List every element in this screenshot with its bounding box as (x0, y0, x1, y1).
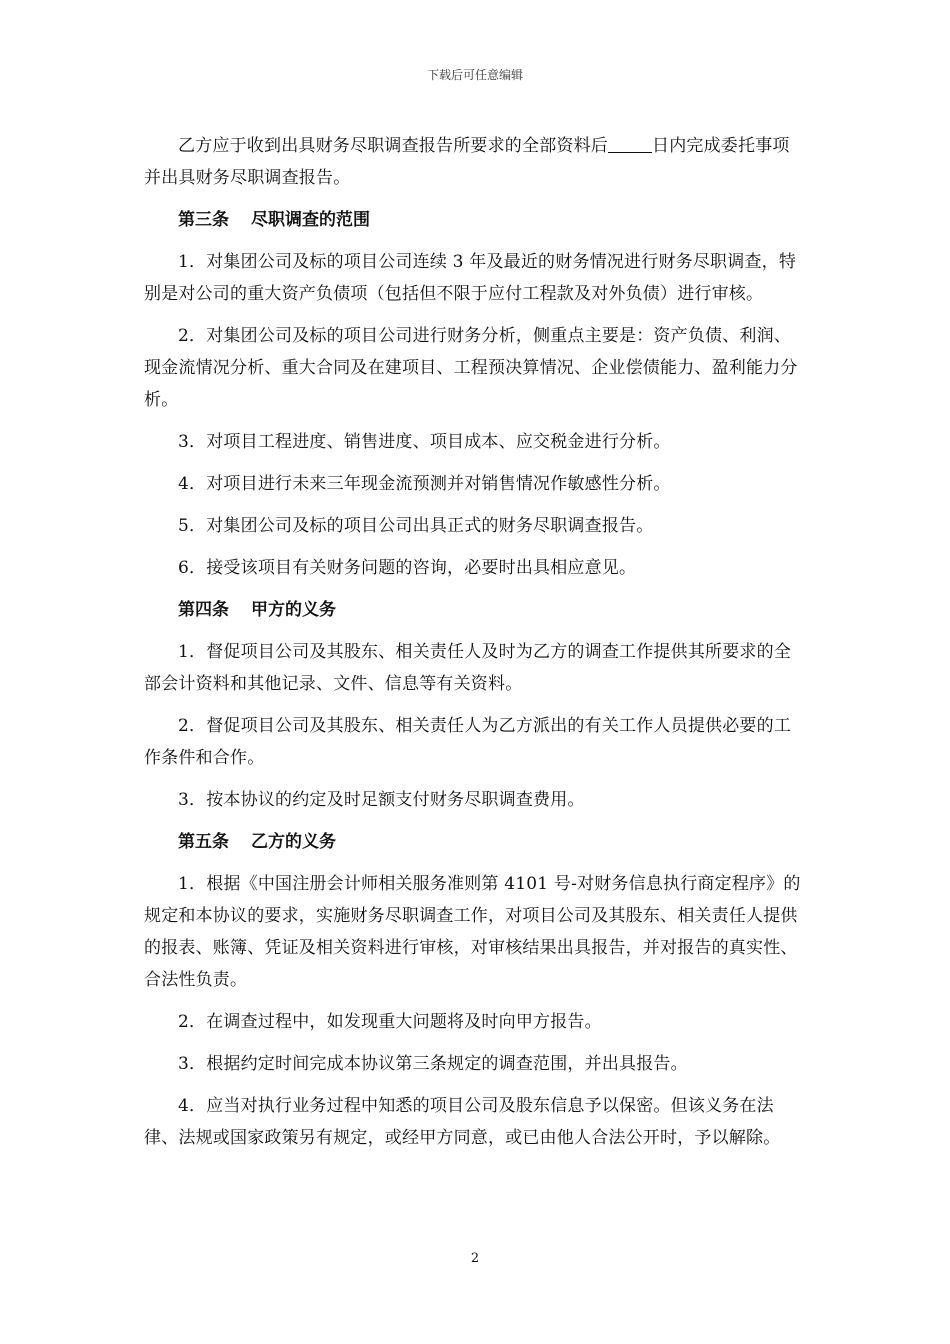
clause-paragraph: 4．对项目进行未来三年现金流预测并对销售情况作敏感性分析。 (178, 474, 671, 494)
clause-paragraph: 2．督促项目公司及其股东、相关责任人为乙方派出的有关工作人员提供必要的工作条件和合作。 (144, 716, 792, 768)
section-heading-4 (144, 594, 806, 626)
section-number: 第三条 (178, 210, 229, 230)
page-header-note: 下载后可任意编辑 (426, 68, 523, 82)
intro-text-before: 乙方应于收到出具财务尽职调查报告所要求的全部资料后 (178, 136, 608, 156)
section-title: 甲方的义务 (251, 600, 336, 620)
clause-paragraph: 1．根据《中国注册会计师相关服务准则第 4101 号-对财务信息执行商定程序》的规定和本协议的要求，实施财务尽职调查工作，对项目公司及其股东、相关责任人提供的报表、账簿、凭证及相关资料进行审核，对审核结果出具报告，并对报告的真实性、合法性负责。 (144, 874, 801, 990)
clause-paragraph: 2．对集团公司及标的项目公司进行财务分析，侧重点主要是：资产负债、利润、现金流情况分析、重大合同及在建项目、工程预决算情况、企业偿债能力、盈利能力分析。 (144, 326, 798, 410)
fill-in-blank (608, 134, 652, 153)
section-number: 第四条 (178, 600, 229, 620)
section-number: 第五条 (178, 832, 229, 852)
clause-paragraph: 1．督促项目公司及其股东、相关责任人及时为乙方的调查工作提供其所要求的全部会计资料和其他记录、文件、信息等有关资料。 (144, 642, 792, 694)
intro-text-after: 日内完成委托事项并出具财务尽职调查报告。 (144, 136, 790, 188)
clause-paragraph: 2．在调查过程中，如发现重大问题将及时向甲方报告。 (178, 1012, 602, 1032)
clause-paragraph: 4．应当对执行业务过程中知悉的项目公司及股东信息予以保密。但该义务在法律、法规或国家政策另有规定，或经甲方同意，或已由他人合法公开时，予以解除。 (144, 1096, 781, 1148)
page-number: 2 (470, 1251, 480, 1266)
clause-paragraph: 6．接受该项目有关财务问题的咨询，必要时出具相应意见。 (178, 558, 637, 578)
clause-paragraph: 3．根据约定时间完成本协议第三条规定的调查范围，并出具报告。 (178, 1054, 688, 1074)
clause-paragraph: 5．对集团公司及标的项目公司出具正式的财务尽职调查报告。 (178, 516, 654, 536)
clause-paragraph: 3．按本协议的约定及时足额支付财务尽职调查费用。 (178, 790, 585, 810)
section-title: 尽职调查的范围 (251, 210, 370, 230)
document-body (144, 130, 806, 1154)
section-heading-3 (144, 204, 806, 236)
section-title: 乙方的义务 (251, 832, 336, 852)
clause-paragraph: 3．对项目工程进度、销售进度、项目成本、应交税金进行分析。 (178, 432, 671, 452)
section-heading-5 (144, 826, 806, 858)
clause-paragraph: 1．对集团公司及标的项目公司连续 3 年及最近的财务情况进行财务尽职调查，特别是对公司的重大资产负债项（包括但不限于应付工程款及对外负债）进行审核。 (144, 252, 797, 304)
intro-paragraph (144, 130, 806, 194)
